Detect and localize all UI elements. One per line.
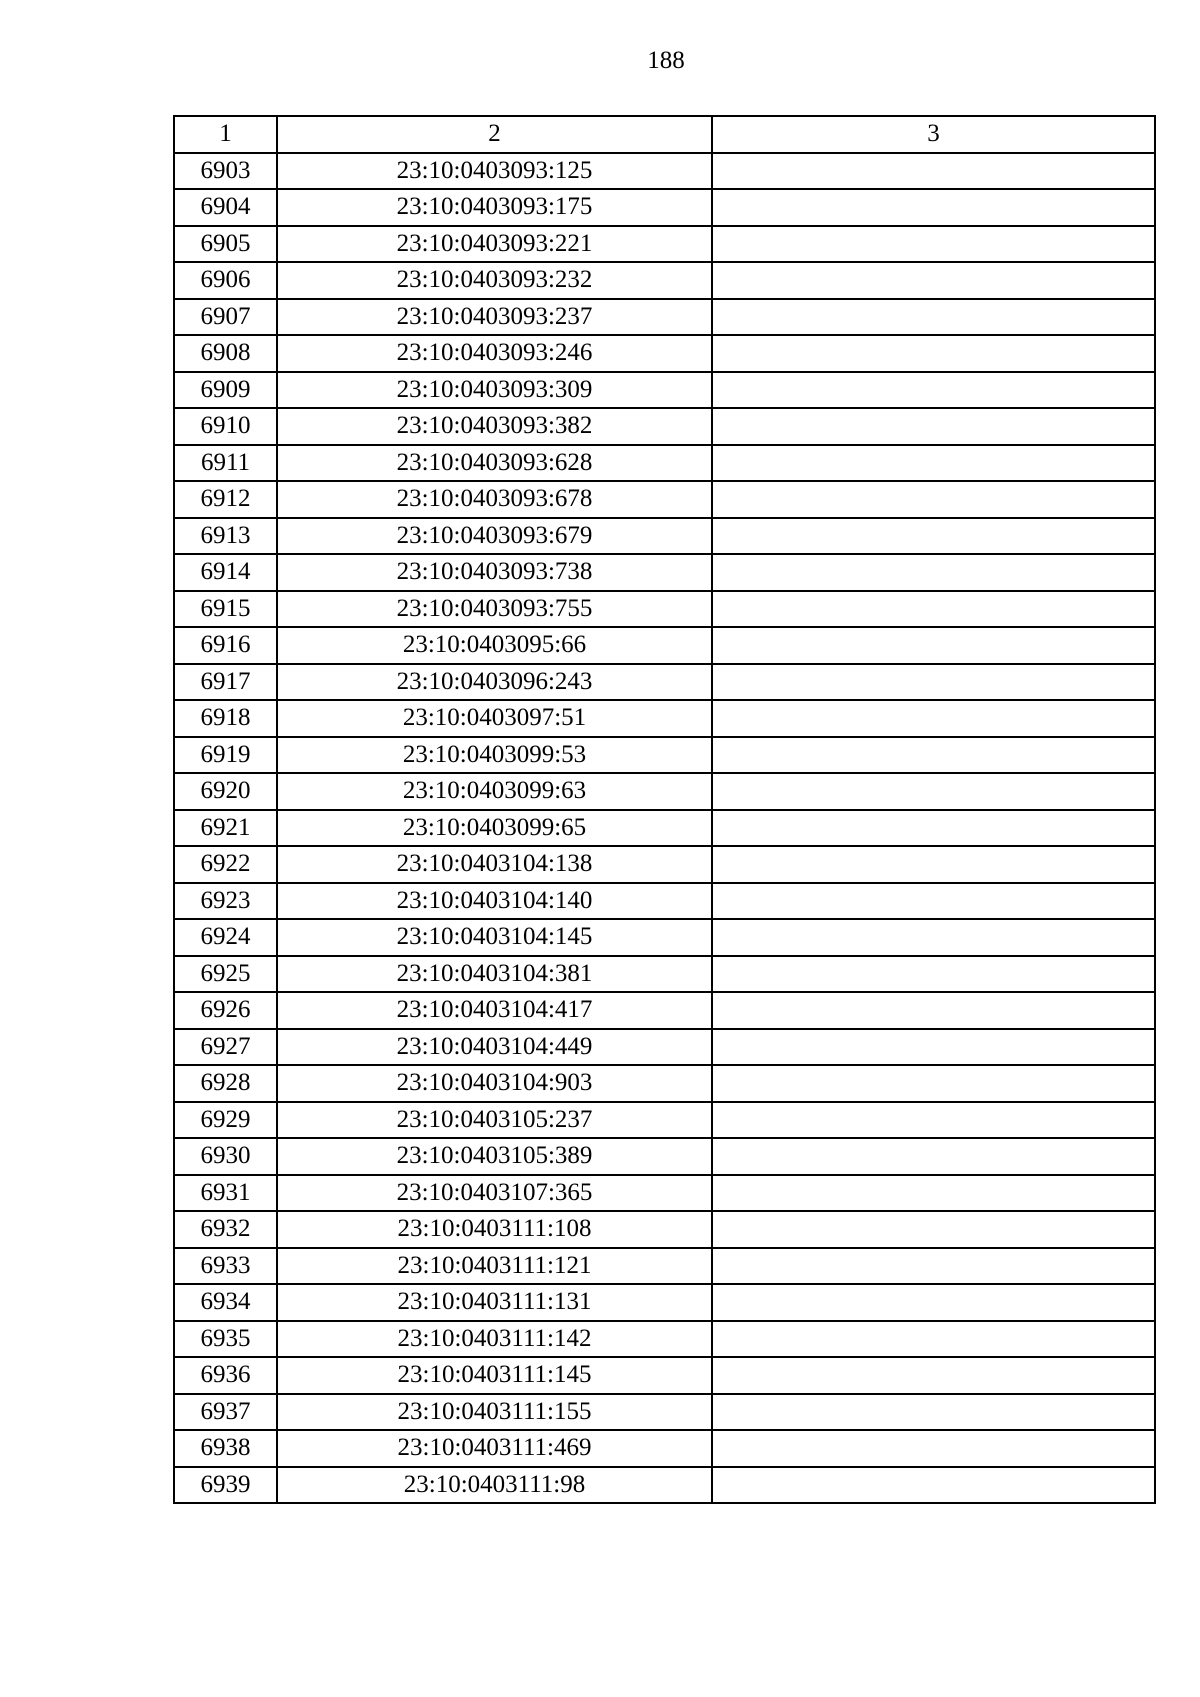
row-number-cell: 6931 [174,1175,277,1212]
row-number-cell: 6922 [174,846,277,883]
table-row [174,992,1155,1029]
note-cell [712,299,1155,336]
table-row [174,299,1155,336]
note-cell [712,773,1155,810]
row-number-cell: 6909 [174,372,277,409]
row-number-cell: 6910 [174,408,277,445]
cadastral-number-cell: 23:10:0403093:678 [277,481,712,518]
row-number-cell: 6935 [174,1321,277,1358]
table-row [174,335,1155,372]
table-row [174,518,1155,555]
cadastral-number-cell: 23:10:0403111:145 [277,1357,712,1394]
row-number-cell: 6938 [174,1430,277,1467]
table-row [174,627,1155,664]
table-body [174,153,1155,1504]
row-number-cell: 6906 [174,262,277,299]
table-row [174,846,1155,883]
cadastral-number-cell: 23:10:0403093:382 [277,408,712,445]
note-cell [712,481,1155,518]
row-number-cell: 6904 [174,189,277,226]
cadastral-number-cell: 23:10:0403105:389 [277,1138,712,1175]
row-number-cell: 6919 [174,737,277,774]
row-number-cell: 6928 [174,1065,277,1102]
row-number-cell: 6930 [174,1138,277,1175]
cadastral-number-cell: 23:10:0403093:628 [277,445,712,482]
note-cell [712,1284,1155,1321]
table-row [174,189,1155,226]
row-number-cell: 6929 [174,1102,277,1139]
cadastral-number-cell: 23:10:0403107:365 [277,1175,712,1212]
table-row [174,1467,1155,1504]
row-number-cell: 6939 [174,1467,277,1504]
table-row [174,664,1155,701]
column-header-2: 2 [277,116,712,153]
row-number-cell: 6934 [174,1284,277,1321]
cadastral-number-cell: 23:10:0403111:142 [277,1321,712,1358]
row-number-cell: 6914 [174,554,277,591]
table-row [174,1065,1155,1102]
table-row [174,1321,1155,1358]
row-number-cell: 6932 [174,1211,277,1248]
note-cell [712,518,1155,555]
cadastral-number-cell: 23:10:0403104:903 [277,1065,712,1102]
page-number: 188 [647,47,685,74]
cadastral-number-cell: 23:10:0403104:381 [277,956,712,993]
row-number-cell: 6924 [174,919,277,956]
table-row [174,773,1155,810]
cadastral-number-cell: 23:10:0403104:138 [277,846,712,883]
note-cell [712,737,1155,774]
note-cell [712,1065,1155,1102]
cadastral-number-cell: 23:10:0403111:98 [277,1467,712,1504]
cadastral-number-cell: 23:10:0403093:175 [277,189,712,226]
page-number-container [0,46,1200,76]
note-cell [712,992,1155,1029]
note-cell [712,335,1155,372]
row-number-cell: 6908 [174,335,277,372]
table-row [174,883,1155,920]
cadastral-number-cell: 23:10:0403111:155 [277,1394,712,1431]
row-number-cell: 6926 [174,992,277,1029]
note-cell [712,1138,1155,1175]
column-header-3: 3 [712,116,1155,153]
cadastral-number-cell: 23:10:0403104:417 [277,992,712,1029]
table-row [174,810,1155,847]
note-cell [712,664,1155,701]
cadastral-number-cell: 23:10:0403093:738 [277,554,712,591]
note-cell [712,956,1155,993]
note-cell [712,1102,1155,1139]
cadastral-number-cell: 23:10:0403093:232 [277,262,712,299]
note-cell [712,1467,1155,1504]
cadastral-number-cell: 23:10:0403105:237 [277,1102,712,1139]
table-row [174,481,1155,518]
table-row [174,1211,1155,1248]
table-row [174,1357,1155,1394]
row-number-cell: 6907 [174,299,277,336]
note-cell [712,554,1155,591]
cadastral-number-cell: 23:10:0403093:309 [277,372,712,409]
row-number-cell: 6916 [174,627,277,664]
cadastral-table [173,115,1156,1504]
table-row [174,956,1155,993]
table-row [174,372,1155,409]
row-number-cell: 6921 [174,810,277,847]
note-cell [712,1357,1155,1394]
cadastral-number-cell: 23:10:0403093:221 [277,226,712,263]
cadastral-number-cell: 23:10:0403111:469 [277,1430,712,1467]
note-cell [712,189,1155,226]
note-cell [712,1321,1155,1358]
cadastral-number-cell: 23:10:0403099:65 [277,810,712,847]
table-row [174,1138,1155,1175]
cadastral-number-cell: 23:10:0403099:53 [277,737,712,774]
note-cell [712,1211,1155,1248]
table-row [174,1284,1155,1321]
note-cell [712,1430,1155,1467]
table-row [174,1430,1155,1467]
cadastral-number-cell: 23:10:0403097:51 [277,700,712,737]
cadastral-number-cell: 23:10:0403093:755 [277,591,712,628]
note-cell [712,1394,1155,1431]
cadastral-number-cell: 23:10:0403099:63 [277,773,712,810]
cadastral-number-cell: 23:10:0403104:449 [277,1029,712,1066]
row-number-cell: 6936 [174,1357,277,1394]
row-number-cell: 6917 [174,664,277,701]
table-header-row [174,116,1155,153]
note-cell [712,627,1155,664]
row-number-cell: 6905 [174,226,277,263]
table-row [174,737,1155,774]
table-row [174,1102,1155,1139]
row-number-cell: 6915 [174,591,277,628]
row-number-cell: 6920 [174,773,277,810]
cadastral-number-cell: 23:10:0403093:679 [277,518,712,555]
note-cell [712,262,1155,299]
cadastral-number-cell: 23:10:0403111:131 [277,1284,712,1321]
note-cell [712,1029,1155,1066]
note-cell [712,226,1155,263]
cadastral-number-cell: 23:10:0403104:145 [277,919,712,956]
note-cell [712,919,1155,956]
column-header-1: 1 [174,116,277,153]
table-row [174,591,1155,628]
table-row [174,226,1155,263]
row-number-cell: 6927 [174,1029,277,1066]
row-number-cell: 6918 [174,700,277,737]
table-row [174,408,1155,445]
note-cell [712,408,1155,445]
table-row [174,1394,1155,1431]
note-cell [712,591,1155,628]
table-row [174,1248,1155,1285]
cadastral-number-cell: 23:10:0403095:66 [277,627,712,664]
note-cell [712,445,1155,482]
row-number-cell: 6923 [174,883,277,920]
cadastral-number-cell: 23:10:0403096:243 [277,664,712,701]
table-row [174,262,1155,299]
cadastral-number-cell: 23:10:0403093:246 [277,335,712,372]
note-cell [712,1175,1155,1212]
row-number-cell: 6913 [174,518,277,555]
note-cell [712,883,1155,920]
row-number-cell: 6925 [174,956,277,993]
note-cell [712,1248,1155,1285]
note-cell [712,846,1155,883]
table-row [174,554,1155,591]
table-row [174,919,1155,956]
note-cell [712,153,1155,190]
cadastral-number-cell: 23:10:0403111:121 [277,1248,712,1285]
row-number-cell: 6912 [174,481,277,518]
table-row [174,1029,1155,1066]
row-number-cell: 6937 [174,1394,277,1431]
note-cell [712,372,1155,409]
table-row [174,1175,1155,1212]
row-number-cell: 6933 [174,1248,277,1285]
cadastral-number-cell: 23:10:0403104:140 [277,883,712,920]
table-row [174,700,1155,737]
table-row [174,153,1155,190]
cadastral-number-cell: 23:10:0403111:108 [277,1211,712,1248]
note-cell [712,810,1155,847]
row-number-cell: 6911 [174,445,277,482]
table-row [174,445,1155,482]
cadastral-number-cell: 23:10:0403093:237 [277,299,712,336]
note-cell [712,700,1155,737]
row-number-cell: 6903 [174,153,277,190]
cadastral-number-cell: 23:10:0403093:125 [277,153,712,190]
